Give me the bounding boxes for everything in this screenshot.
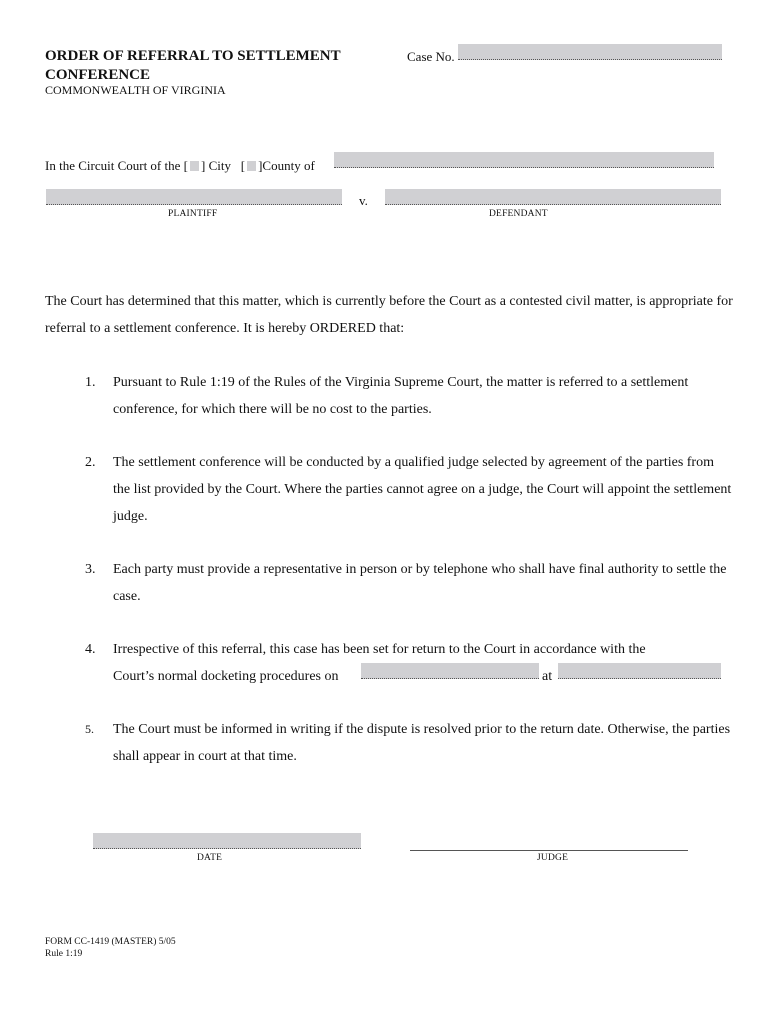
- court-line-prefix: In the Circuit Court of the: [45, 158, 181, 173]
- plaintiff-field[interactable]: [46, 189, 342, 205]
- court-name-field[interactable]: [334, 152, 714, 168]
- county-checkbox[interactable]: [ ]: [240, 158, 263, 173]
- order-item-text: Each party must provide a representative in person or by telephone who shall have final authority to settle the case.: [113, 562, 727, 604]
- order-item-number: 2.: [85, 455, 96, 470]
- date-label: DATE: [197, 853, 223, 863]
- intro-paragraph: The Court has determined that this matter, which is currently before the Court as a contested civil matter, is appropriate for referral to a settlement conference. It is hereby ORDERED that:: [45, 294, 733, 336]
- form-title: [45, 47, 341, 85]
- order-item-number: 1.: [85, 375, 96, 390]
- form-title-line1: ORDER OF REFERRAL TO SETTLEMENT: [45, 48, 341, 64]
- city-option-label: City: [208, 158, 231, 173]
- form-number: FORM CC-1419 (MASTER) 5/05: [45, 937, 176, 947]
- form-footer: [45, 936, 176, 960]
- order-item-text-line2: Court’s normal docketing procedures on: [113, 669, 339, 684]
- form-title-line2: CONFERENCE: [45, 67, 151, 83]
- order-item-number: 3.: [85, 562, 96, 577]
- order-item-text: Pursuant to Rule 1:19 of the Rules of the Virginia Supreme Court, the matter is referred to a settlement conference, for which there will be no cost to the parties.: [113, 375, 689, 417]
- judge-label: JUDGE: [537, 853, 569, 863]
- order-item-number: 5.: [85, 722, 94, 736]
- county-option-label: County of: [262, 158, 315, 173]
- city-checkbox[interactable]: [ ]: [183, 158, 206, 173]
- order-item-text: The Court must be informed in writing if the dispute is resolved prior to the return date. Otherwise, the parties shall appear in court at that time.: [113, 722, 731, 764]
- versus-label: v.: [359, 193, 368, 208]
- jurisdiction-subtitle: COMMONWEALTH OF VIRGINIA: [45, 83, 226, 97]
- defendant-label: DEFENDANT: [489, 209, 548, 219]
- return-date-field[interactable]: [361, 663, 539, 679]
- order-item-text: The settlement conference will be conducted by a qualified judge selected by agreement of the parties from the list provided by the Court. Where the parties cannot agree on a judge, the Court will appoint the settlement judge.: [113, 455, 732, 524]
- at-label: at: [542, 669, 553, 684]
- date-field[interactable]: [93, 833, 361, 849]
- case-number-field[interactable]: [458, 44, 722, 60]
- return-time-field[interactable]: [558, 663, 721, 679]
- judge-signature-line[interactable]: [410, 850, 688, 851]
- defendant-field[interactable]: [385, 189, 721, 205]
- case-number-label: Case No.: [407, 49, 455, 64]
- plaintiff-label: PLAINTIFF: [168, 209, 218, 219]
- order-item-text-line1: Irrespective of this referral, this case has been set for return to the Court in accordance with the: [113, 642, 646, 657]
- court-line: [45, 158, 315, 174]
- order-item-number: 4.: [85, 642, 96, 657]
- rule-reference: Rule 1:19: [45, 949, 83, 959]
